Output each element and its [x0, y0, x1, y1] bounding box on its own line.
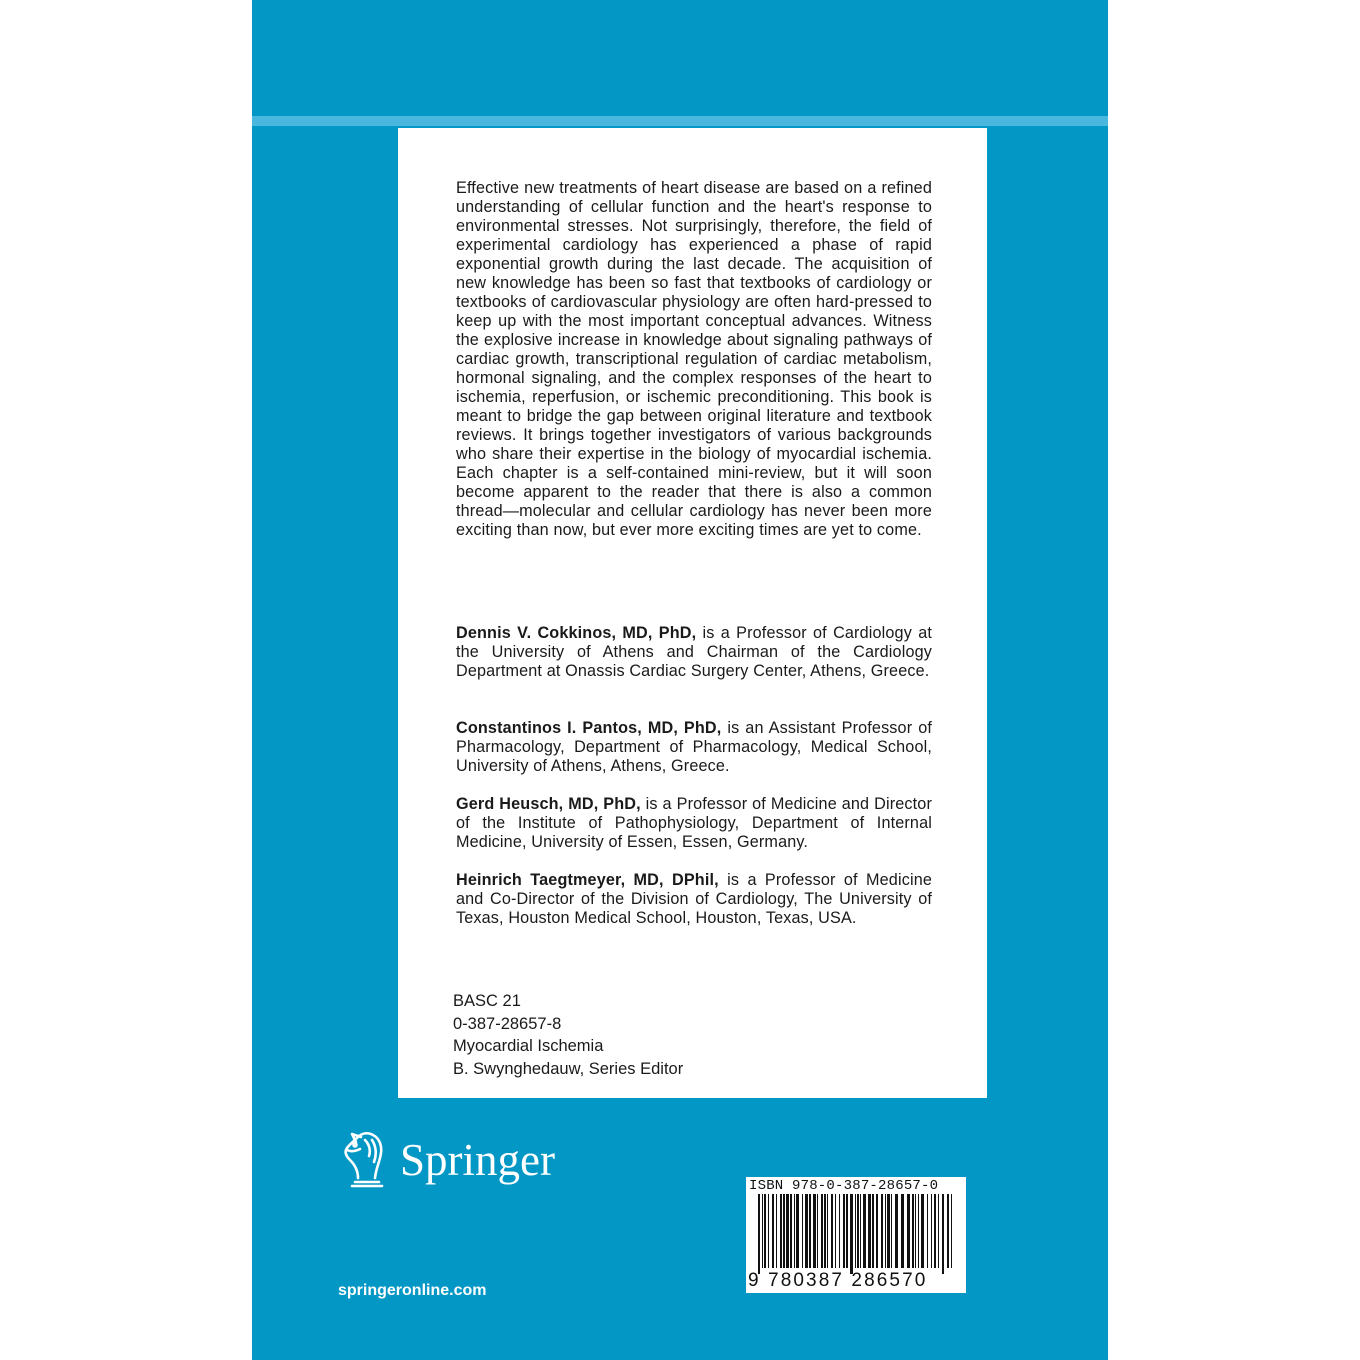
- barcode-bars: [746, 1194, 966, 1276]
- author-description: is a Professor of Medicine and Co-Director of the Division of Cardiology, The University of Texas, Houston Medical School, Houston, Texas, USA.: [456, 871, 932, 927]
- barcode-bar: [821, 1194, 823, 1268]
- barcode-bar: [934, 1194, 936, 1268]
- barcode-bar: [843, 1194, 845, 1268]
- series-editor: B. Swynghedauw, Series Editor: [453, 1059, 684, 1078]
- author-description: is an Assistant Professor of Pharmacology, Department of Pharmacology, Medical School, University of Athens, Athens, Greece.: [456, 719, 932, 775]
- barcode-bar: [915, 1194, 916, 1268]
- barcode-bar: [881, 1194, 883, 1268]
- barcode-bar: [824, 1194, 826, 1268]
- book-back-cover: [252, 0, 1108, 1360]
- barcode-bar: [813, 1194, 816, 1268]
- barcode-bar: [790, 1194, 792, 1268]
- barcode-bar: [863, 1194, 866, 1268]
- barcode-bar: [931, 1194, 932, 1268]
- barcode-bar: [901, 1194, 904, 1268]
- barcode-bar: [802, 1194, 803, 1268]
- series-code: BASC 21: [453, 992, 521, 1010]
- barcode-bar: [794, 1194, 795, 1268]
- barcode-bar: [772, 1194, 774, 1268]
- publisher-website[interactable]: springeronline.com: [338, 1282, 487, 1299]
- barcode-bar: [786, 1194, 789, 1268]
- barcode-bar: [918, 1194, 919, 1268]
- springer-logo: [338, 1126, 578, 1196]
- book-description: Effective new treatments of heart disease are based on a refined understanding of cellular function and the heart's response to environmental stresses. Not surprisingly, therefore, the field of experimental cardiology has experienced a phase of rapid exponential growth during the last decade. The acquisition of new knowledge has been so fast that textbooks of cardiology or textbooks of cardiovascular physiology are often hard-pressed to keep up with the most important conceptual advances. Witness the explosive increase in knowledge about signaling pathways of cardiac growth, transcriptional regulation of cardiac metabolism, hormonal signaling, and the complex responses of the heart to ischemia, reperfusion, or ischemic preconditioning. This book is meant to bridge the gap between original literature and textbook reviews. It brings together investigators of various backgrounds who share their expertise in the biology of myocardial ischemia. Each chapter is a self-contained mini-review, but it will soon become apparent to the reader that there is also a common thread—molecular and cellular cardiology has never been more exciting than now, but ever more exciting times are yet to come.: [456, 179, 932, 539]
- barcode-bar: [796, 1194, 799, 1268]
- barcode-bar: [758, 1194, 760, 1274]
- barcode-bar: [860, 1194, 861, 1268]
- ean-digits: 9 780387 286570: [748, 1270, 928, 1291]
- series-info: [453, 990, 853, 1080]
- barcode-bar: [887, 1194, 890, 1268]
- barcode-bar: [891, 1194, 892, 1268]
- springer-wordmark: Springer: [400, 1135, 555, 1185]
- author-name: Dennis V. Cokkinos, MD, PhD,: [456, 624, 697, 642]
- barcode-bar: [855, 1194, 856, 1268]
- barcode-bar: [868, 1194, 871, 1268]
- barcode-bar: [809, 1194, 811, 1268]
- barcode-bar: [938, 1194, 939, 1268]
- barcode-bar: [947, 1194, 949, 1268]
- barcode-bar: [895, 1194, 898, 1268]
- barcode-bar: [846, 1194, 848, 1268]
- barcode-bar: [885, 1194, 886, 1268]
- barcode-bar: [857, 1194, 859, 1268]
- springer-knight-icon: [338, 1128, 394, 1192]
- barcode-bar: [921, 1194, 924, 1268]
- barcode-bar: [783, 1194, 785, 1268]
- author-name: Constantinos I. Pantos, MD, PhD,: [456, 719, 722, 737]
- barcode-bar: [912, 1194, 914, 1268]
- barcode-bar: [835, 1194, 836, 1268]
- isbn-10: 0-387-28657-8: [453, 1014, 562, 1033]
- barcode-bar: [951, 1194, 952, 1268]
- barcode-bar: [776, 1194, 777, 1268]
- barcode-bar: [780, 1194, 782, 1268]
- barcode-bar: [839, 1194, 840, 1268]
- barcode-bar: [827, 1194, 828, 1268]
- text-panel: [398, 128, 987, 1098]
- barcode-bar: [764, 1194, 766, 1268]
- barcode-bar: [942, 1194, 944, 1274]
- barcode-bar: [850, 1194, 853, 1274]
- barcode-bar: [768, 1194, 769, 1268]
- author-name: Heinrich Taegtmeyer, MD, DPhil,: [456, 871, 719, 889]
- barcode-bar: [817, 1194, 818, 1268]
- barcode-bar: [872, 1194, 874, 1268]
- barcode-bar: [927, 1194, 928, 1268]
- barcode-bar: [876, 1194, 878, 1268]
- top-stripe: [252, 116, 1108, 126]
- author-description: is a Professor of Medicine and Director of the Institute of Pathophysiology, Department of Internal Medicine, University of Essen, Essen, Germany.: [456, 795, 932, 851]
- author-description: is a Professor of Cardiology at the University of Athens and Chairman of the Cardiology Department at Onassis Cardiac Surgery Center, Athens, Greece.: [456, 624, 932, 680]
- author-bio: [456, 719, 932, 776]
- barcode: [746, 1177, 966, 1293]
- book-title: Myocardial Ischemia: [453, 1037, 604, 1055]
- author-bio: [456, 871, 932, 928]
- barcode-bar: [762, 1194, 763, 1268]
- author-bio: [456, 795, 932, 852]
- isbn-13-label: ISBN 978-0-387-28657-0: [749, 1178, 939, 1194]
- author-bio: [456, 624, 932, 681]
- barcode-bar: [907, 1194, 910, 1268]
- barcode-bar: [805, 1194, 808, 1268]
- author-name: Gerd Heusch, MD, PhD,: [456, 795, 641, 813]
- barcode-bar: [831, 1194, 833, 1268]
